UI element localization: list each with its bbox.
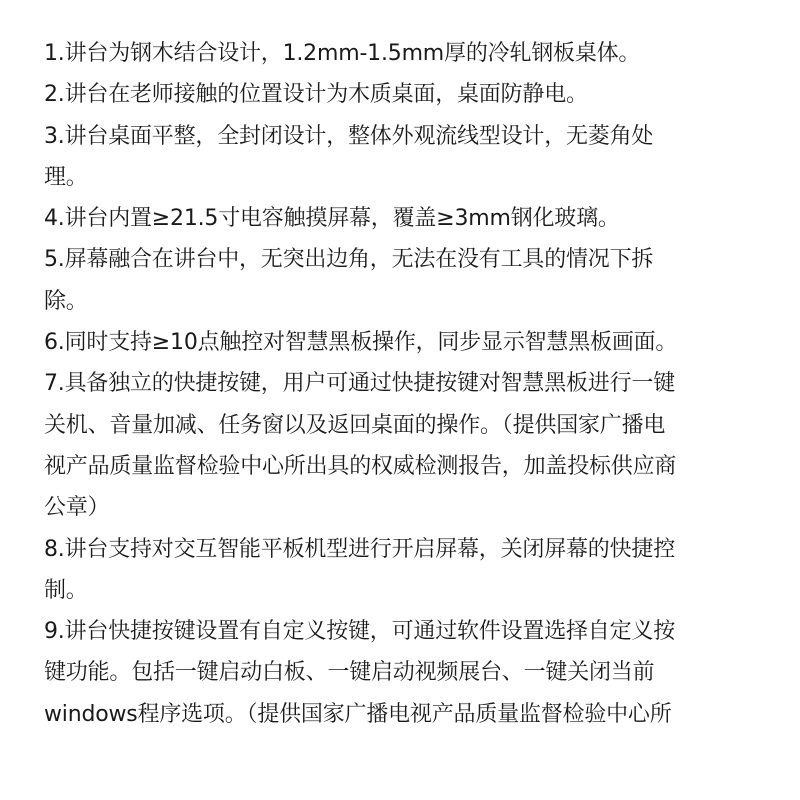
spec-line-8: 6.同时支持≥10点触控对智慧黑板操作，同步显示智慧黑板画面。 [44,330,678,356]
spec-line-4: 理。 [44,164,88,190]
spec-line-13: 8.讲台支持对交互智能平板机型进行开启屏幕，关闭屏幕的快捷控 [44,536,675,562]
spec-line-14: 制。 [44,577,88,603]
spec-line-10: 关机、音量加减、任务窗以及返回桌面的操作。（提供国家广播电 [44,412,666,438]
spec-text-block [44,33,760,735]
spec-line-17: windows程序选项。（提供国家广播电视产品质量监督检验中心所 [44,701,672,727]
spec-line-5: 4.讲台内置≥21.5寸电容触摸屏幕，覆盖≥3mm钢化玻璃。 [44,206,620,232]
spec-line-1: 1.讲台为钢木结合设计，1.2mm-1.5mm厚的冷轧钢板桌体。 [44,41,641,66]
spec-line-2: 2.讲台在老师接触的位置设计为木质桌面，桌面防静电。 [44,82,588,108]
spec-line-7: 除。 [44,288,88,314]
spec-line-12: 公章） [44,495,110,521]
spec-line-9: 7.具备独立的快捷按键，用户可通过快捷按键对智慧黑板进行一键 [44,371,675,397]
spec-line-6: 5.屏幕融合在讲台中，无突出边角，无法在没有工具的情况下拆 [44,247,654,273]
spec-line-3: 3.讲台桌面平整，全封闭设计，整体外观流线型设计，无菱角处 [44,123,654,149]
spec-line-11: 视产品质量监督检验中心所出具的权威检测报告，加盖投标供应商 [44,453,677,479]
spec-line-16: 键功能。包括一键启动白板、一键启动视频展台、一键关闭当前 [44,660,655,686]
spec-line-15: 9.讲台快捷按键设置有自定义按键，可通过软件设置选择自定义按 [44,619,675,645]
